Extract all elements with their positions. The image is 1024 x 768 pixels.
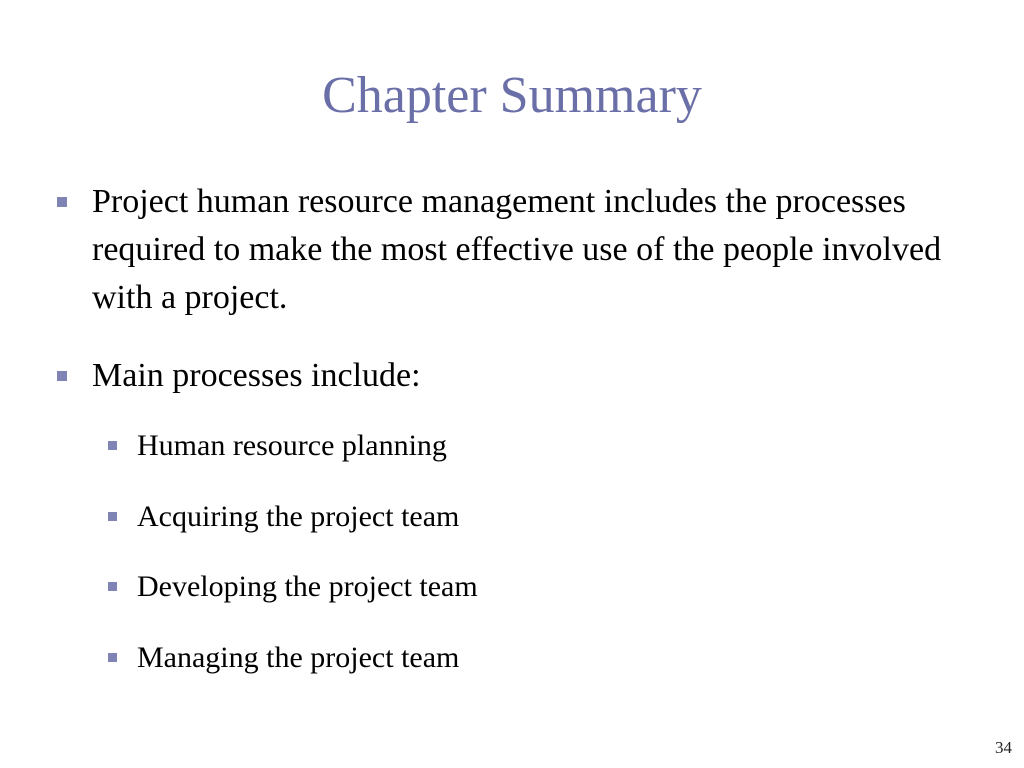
bullet-text: Project human resource management includes the processes required to make the most effective use of the people involved with a project. bbox=[92, 183, 942, 316]
sub-bullet-item bbox=[137, 426, 957, 466]
square-bullet-icon bbox=[108, 441, 117, 450]
sub-bullet-item bbox=[137, 638, 957, 678]
sub-bullet-text: Managing the project team bbox=[137, 641, 460, 674]
sub-bullet-item bbox=[137, 497, 957, 537]
bullet-item bbox=[92, 352, 952, 400]
square-bullet-icon bbox=[108, 512, 117, 521]
sub-bullet-text: Acquiring the project team bbox=[137, 500, 460, 533]
sub-bullet-item bbox=[137, 567, 957, 607]
page-number: 34 bbox=[995, 738, 1012, 757]
square-bullet-icon bbox=[108, 582, 117, 591]
bullet-item bbox=[92, 178, 952, 322]
bullet-text: Main processes include: bbox=[92, 357, 421, 394]
slide-title: Chapter Summary bbox=[322, 67, 702, 124]
sub-bullet-text: Developing the project team bbox=[137, 570, 478, 603]
sub-bullet-text: Human resource planning bbox=[137, 429, 447, 462]
square-bullet-icon bbox=[57, 371, 67, 381]
square-bullet-icon bbox=[108, 653, 117, 662]
square-bullet-icon bbox=[57, 197, 67, 207]
